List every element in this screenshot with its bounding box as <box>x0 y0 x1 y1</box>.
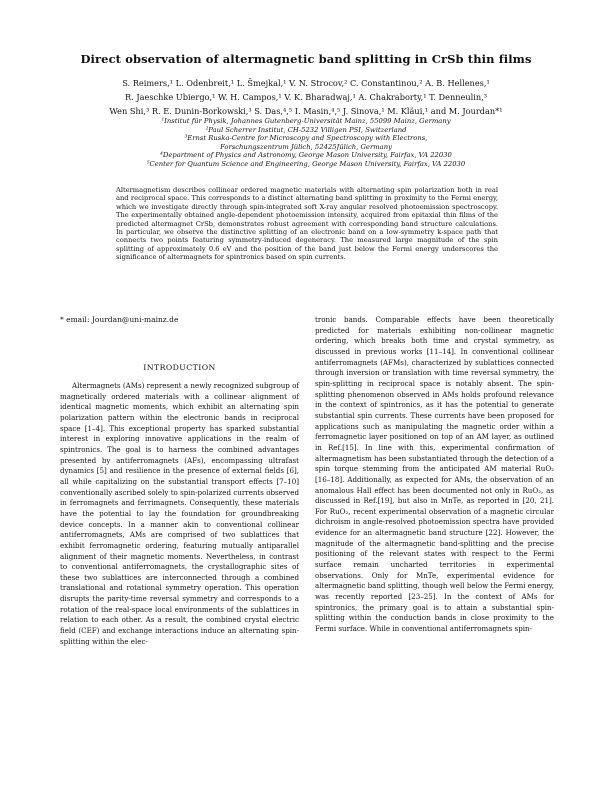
affiliation-line: ⁴Department of Physics and Astronomy, George Mason University, Fairfax, VA 22030 <box>160 151 452 160</box>
affiliation-line: ¹Institut für Physik, Johannes Gutenberg-Universität Mainz, 55099 Mainz, Germany <box>161 117 451 125</box>
author-line: R. Jaeschke Ubiergo,¹ W. H. Campos,¹ V. K. Bharadwaj,¹ A. Chakraborty,¹ T. Denneulin,³ <box>124 92 488 102</box>
abstract: Altermagnetism describes collinear ordered magnetic materials with alternating spin polarization both in real and reciprocal space. This corresponds to a distinct alternating band splitting in proximity to the Fermi energy, which we investigate directly through spin-integrated soft X-ray angular resolved photoemission spectroscopy. The experimentally obtained angle-dependent photoemission intensity, acquired from epitaxial thin films of the predicted altermagnet CrSb, demonstrates robust agreement with corresponding band structure calculations. In particular, we observe the distinctive splitting of an electronic band on a low-symmetry k-space path that connects two points featuring symmetry-induced degeneracy. The measured large magnitude of the spin splitting of approximately 0.6 eV and the position of the band just below the Fermi energy underscores the significance of altermagnets for spintronics based on spin currents. <box>116 186 498 262</box>
right-column <box>315 315 554 635</box>
intro-paragraph: Altermagnets (AMs) represent a newly recognized subgroup of magnetically ordered materials with a collinear alignment of identical magnetic moments, which exhibit an alternating spin polarization pattern within the electronic bands in reciprocal space [1–4]. This exceptional property has sparked substantial interest in exploring innovative applications in the realm of spintronics. The goal is to harness the combined advantages presented by antiferromagnets (AFs), encompassing ultrafast dynamics [5] and resilience in the presence of external fields [6], all while capitalizing on the substantial transport effects [7–10] conventionally ascribed solely to spin-polarized currents observed in ferromagnets and ferrimagnets. Consequently, these materials have the potential to lay the foundation for groundbreaking device concepts. In a manner akin to conventional collinear antiferromagnets, AMs are comprised of two sublattices that exhibit ferromagnetic ordering, featuring mutually antiparallel alignment of their magnetic moments. Nevertheless, in contrast to conventional antiferromagnets, the crystallographic sites of these two sublattices are interconnected through a combined translational and rotational symmetry operation. This operation disrupts the parity-time reversal symmetry and corresponds to a rotation of the real-space local environments of the sublattices in relation to each other. As a result, the combined crystal electric field (CEF) and exchange interactions induce an alternating spin-splitting within the elec- <box>60 381 299 646</box>
author-line: Wen Shi,³ R. E. Dunin-Borkowski,³ S. Das,⁴,⁵ I. Masin,⁴,⁵ J. Sinova,¹ M. Kläui,¹ and M. Jourdan*¹ <box>109 106 503 116</box>
section-heading-introduction: INTRODUCTION <box>143 363 216 372</box>
left-column <box>60 363 299 647</box>
affiliation-line: ⁵Center for Quantum Science and Engineering, George Mason University, Fairfax, VA 22030 <box>146 159 466 168</box>
author-line: S. Reimers,¹ L. Odenbreit,¹ L. Šmejkal,¹ V. N. Strocov,² C. Constantinou,² A. B. Hellenes,¹ <box>122 78 490 88</box>
affiliation-line: Forschungszentrum Jülich, 52425Jülich, Germany <box>220 142 392 151</box>
intro-paragraph-continued: tronic bands. Comparable effects have been theoretically predicted for materials exhibiting non-collinear magnetic ordering, which breaks both time and crystal symmetry, as discussed in previous works [11–14]. In conventional collinear antiferromagnets (AFMs), characterized by sublattices connected through inversion or translation with time reversal symmetry, the spin-splitting in reciprocal space is notably absent. The spin-splitting phenomenon observed in AMs holds profound relevance in the context of spintronics, as it has the potential to generate substantial spin currents. These currents have been proposed for applications such as manipulating the magnetic order within a ferromagnetic layer positioned on top of an AM layer, as outlined in Ref.[15]. In line with this, experimental confirmation of altermagnetism has been substantiated through the detection of a spin torque stemming from the anticipated AM material RuO₂ [16–18]. Additionally, as expected for AMs, the observation of an anomalous Hall effect has been documented not only in RuO₂, as discussed in Ref.[19], but also in MnTe, as reported in [20, 21]. For RuO₂, recent experimental observation of a magnetic circular dichroism in angle-resolved photoemission spectra have provided evidence for an altermagnetic band structure [22]. However, the magnitude of the altermagnetic band-splitting and the precise positioning of the relevant states with respect to the Fermi surface remain uncharted territories in experimental observations. Only for MnTe, experimental evidence for altermagnetic band splitting, though well below the Fermi energy, was recently reported [23–25]. In the context of AMs for spintronics, the primary goal is to attain a substantial spin-splitting within the conduction bands in close proximity to the Fermi surface. While in conventional antiferromagnets spin- <box>315 315 554 634</box>
corresponding-email: * email: Jourdan@uni-mainz.de <box>60 315 179 324</box>
author-list <box>78 76 534 118</box>
affiliation-line: ³Ernst Ruska-Centre for Microscopy and Spectroscopy with Electrons, <box>184 134 428 143</box>
affiliation-list <box>78 117 534 169</box>
paper-title: Direct observation of altermagnetic band splitting in CrSb thin films <box>80 52 532 66</box>
affiliation-line: ²Paul Scherrer Institut, CH-5232 Villigen PSI, Switzerland <box>205 125 407 134</box>
